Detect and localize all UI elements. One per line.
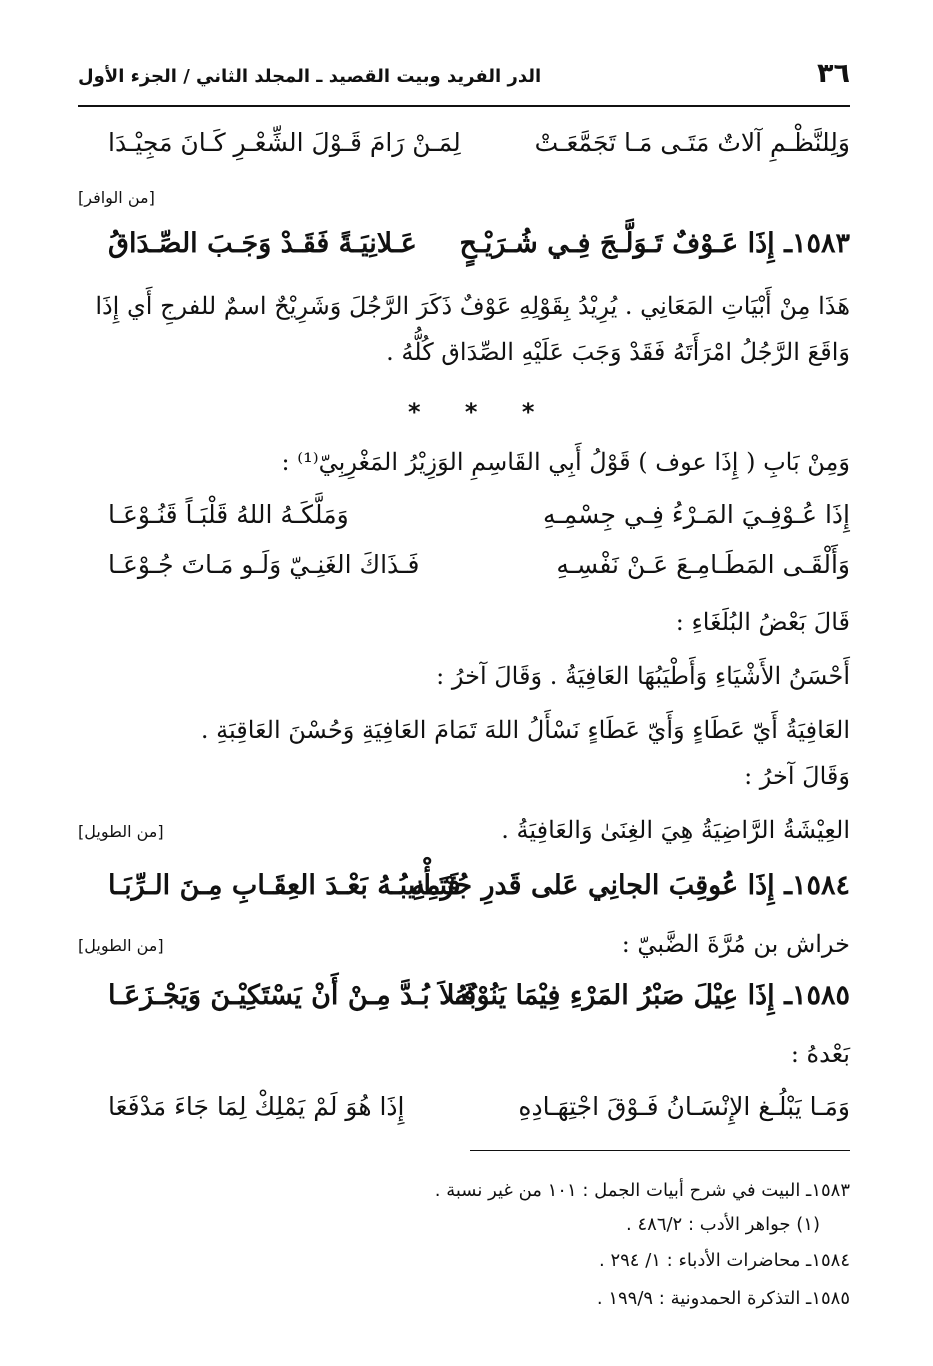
prose-line: قَالَ بَعْضُ البُلَغَاءِ : — [675, 608, 850, 636]
verse-hemistich-left: عَـلانِيَـةً فَقَـدْ وَجَـبَ الصِّـدَاقُ — [108, 228, 417, 259]
verse-hemistich-right: وَأَلْقَـى المَطَـامِـعَ عَـنْ نَفْسِـهِ — [556, 550, 850, 579]
verse-hemistich-right: إِذَا عُـوْفِـيَ المَـرْءُ فِـي جِسْمِـهِ — [542, 500, 850, 529]
meter-label: [من الوافر] — [78, 188, 155, 207]
header-rule — [78, 105, 850, 107]
verse-number-label: ١٥٨٤ـ — [784, 870, 850, 901]
footnote: ١٥٨٣ـ البيت في شرح أبيات الجمل : ١٠١ من غير نسبة . — [434, 1180, 850, 1201]
meter-label: [من الطويل] — [78, 822, 164, 841]
verse-hemistich-left: فَـذَاكَ الغَنِـيّ وَلَـو مَـاتَ جُـوْعَـا — [108, 550, 420, 579]
footnote-rule — [470, 1150, 850, 1151]
verse-number-label: ١٥٨٣ـ — [784, 228, 850, 259]
verse-number — [455, 980, 850, 1011]
verse-number — [412, 870, 850, 901]
verse-hemistich-right: إِذَا عَـوْفٌ تَـوَلَّـجَ فِـي شُـرَيْـحٍ — [459, 228, 775, 259]
verse-hemistich-left: فَتَـأْنِيبُـهُ بَعْـدَ العِقَـابِ مِـنَ الـرِّبَـا — [108, 870, 461, 901]
verse-hemistich-left: إِذَا هُوَ لَمْ يَمْلِكْ لِمَا جَاءَ مَدْفَعَا — [108, 1092, 405, 1121]
prose-line: وَاقَعَ الرَّجُلُ امْرَأَتَهُ فَقَدْ وَجَبَ عَلَيْهِ الصِّدَاق كُلُّهُ . — [386, 338, 850, 366]
prose-line: العَافِيَةُ أَيّ عَطَاءٍ وَأَيّ عَطَاءٍ نَسْأَلُ اللهَ تَمَامَ العَافِيَةِ وَحُسْنَ العَاقِبَةِ . — [200, 716, 850, 744]
section-separator: * * * — [408, 398, 553, 426]
prose-line: العِيْشَةُ الرَّاضِيَةُ هِيَ الغِنَىٰ وَالعَافِيَةُ . — [501, 816, 850, 844]
verse-hemistich-left: وَمَلَّكَـهُ اللهُ قَلْبَـاً قَنُـوْعَـا — [108, 500, 349, 529]
footnote: (١) جواهر الأدب : ٤٨٦/٢ . — [626, 1214, 820, 1235]
page-number: ٣٦ — [817, 58, 850, 89]
verse-hemistich-right: إِذَا عِيْلَ صَبْرُ المَرْءِ فِيْمَا يَنُوْبُهُ — [454, 980, 775, 1011]
prose-line: وَقَالَ آخرُ : — [744, 762, 850, 790]
running-title: الدر الفريد وبيت القصيد ـ المجلد الثاني / الجزء الأول — [78, 66, 542, 87]
prose-line: هَذَا مِنْ أَبْيَاتِ المَعَانِي . يُرِيْدُ بِقَوْلِهِ عَوْفٌ ذَكَرَ الرَّجُلَ وَشَرِيْحٌ اسمٌ للفرجِ أَي إِذَا — [95, 292, 850, 320]
verse-hemistich-right: وَمَـا يَبْلُـغ الإِنْسَـانُ فَـوْقَ اجْتِهَـادِهِ — [518, 1092, 850, 1121]
verse-hemistich-right: وَلِلنَّظْـمِ آلاتٌ مَتَـى مَـا تَجَمَّعَـتْ — [534, 128, 850, 157]
verse-number — [460, 228, 850, 259]
verse-hemistich-left: لِمَـنْ رَامَ قَـوْلَ الشِّعْـرِ كَـانَ مَجِيْـدَا — [108, 128, 461, 157]
footnote: ١٥٨٤ـ محاضرات الأدباء : ١/ ٢٩٤ . — [599, 1250, 850, 1271]
book-page — [78, 0, 850, 1366]
footnote: ١٥٨٥ـ التذكرة الحمدونية : ١٩٩/٩ . — [596, 1288, 850, 1309]
verse-hemistich-left: فَـلاَ بُـدَّ مِـنْ أَنْ يَسْتَكِيْـنَ وَيَجْـزَعَـا — [108, 980, 477, 1011]
prose-line: بَعْدهُ : — [790, 1040, 850, 1068]
verse-number-label: ١٥٨٥ـ — [784, 980, 850, 1011]
poet-name: خراش بن مُرَّةَ الضَّبيّ : — [621, 930, 850, 958]
prose-line: وَمِنْ بَابِ ( إِذَا عوف ) قَوْلُ أَبِي القَاسِمِ الوَزِيْرُ المَغْرِبِيّ⁽¹⁾ : — [281, 448, 850, 476]
meter-label: [من الطويل] — [78, 936, 164, 955]
prose-line: أَحْسَنُ الأَشْيَاءِ وَأَطْيَبُهَا العَافِيَةُ . وَقَالَ آخرُ : — [436, 662, 850, 690]
verse-hemistich-right: إِذَا عُوقِبَ الجانِي عَلى قَدرِ جُرْمِهِ — [411, 870, 775, 901]
